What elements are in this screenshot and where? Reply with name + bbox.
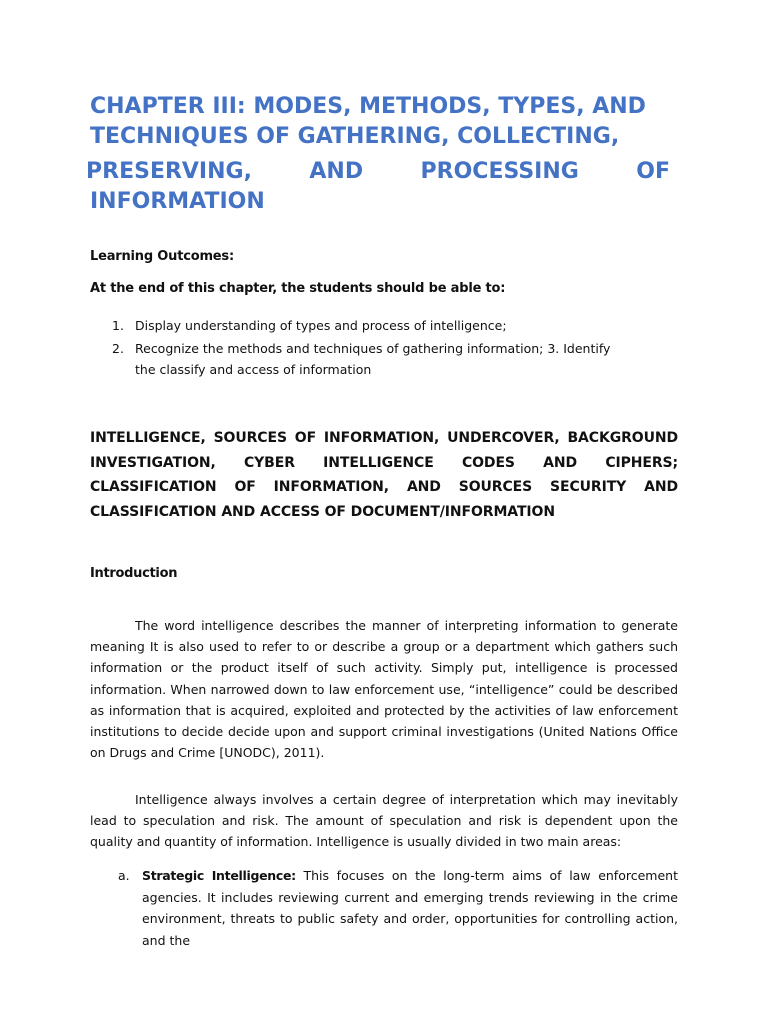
paragraph-text: Intelligence always involves a certain degree of interpretation which may inevitably lead to speculation and risk. The amount of speculation and risk is dependent upon the quality and quantity of information. Intelligence is usually divided in two main areas:	[90, 792, 678, 850]
intro-paragraph-1	[90, 615, 678, 763]
list-item	[112, 315, 632, 336]
learning-outcomes-subheading: At the end of this chapter, the students should be able to:	[90, 281, 506, 296]
list-item	[118, 865, 678, 951]
list-item-text: Recognize the methods and techniques of gathering information; 3. Identify the classify and access of information	[135, 341, 611, 377]
list-item-text: This focuses on the long-term aims of law enforcement agencies. It includes reviewing current and emerging trends reviewing in the crime environment, threats to public safety and order, opportunities for controlling action, and the	[142, 868, 678, 948]
introduction-heading: Introduction	[90, 566, 178, 581]
chapter-title-word: AND	[309, 159, 364, 184]
list-item-body	[142, 865, 678, 951]
intro-paragraph-2	[90, 789, 678, 853]
chapter-title-line-1: CHAPTER III: MODES, METHODS, TYPES, AND	[90, 94, 646, 119]
list-item-text: Display understanding of types and process of intelligence;	[135, 318, 507, 333]
list-item	[112, 338, 632, 380]
chapter-title-word: OF	[636, 159, 670, 184]
learning-outcomes-heading: Learning Outcomes:	[90, 249, 234, 264]
list-item-marker: a.	[118, 868, 130, 883]
learning-outcomes-list	[112, 315, 632, 380]
chapter-title-line-3	[86, 157, 670, 187]
list-item-number: 1.	[112, 318, 124, 333]
paragraph-text: The word intelligence describes the manner of interpreting information to generate meaning It is also used to refer to or describe a group or a department which gathers such information or the product itself of such activity. Simply put, intelligence is processed information. When narrowed down to law enforcement use, “intelligence” could be described as information that is acquired, exploited and protected by the activities of law enforcement institutions to decide decide upon and support criminal investigations (United Nations Office on Drugs and Crime [UNODC), 2011).	[90, 618, 678, 761]
chapter-topics: INTELLIGENCE, SOURCES OF INFORMATION, UNDERCOVER, BACKGROUND INVESTIGATION, CYBER INTELLIGENCE CODES AND CIPHERS; CLASSIFICATION OF INFORMATION, AND SOURCES SECURITY AND CLASSIFICATION AND ACCESS OF DOCUMENT/INFORMATION	[90, 430, 678, 520]
chapter-title-line-2: TECHNIQUES OF GATHERING, COLLECTING,	[90, 124, 620, 149]
chapter-title-line-4: INFORMATION	[90, 189, 265, 214]
list-item-number: 2.	[112, 341, 124, 356]
list-item-term: Strategic Intelligence:	[142, 868, 296, 883]
chapter-title-word: PRESERVING,	[86, 159, 252, 184]
chapter-title-word: PROCESSING	[420, 159, 579, 184]
